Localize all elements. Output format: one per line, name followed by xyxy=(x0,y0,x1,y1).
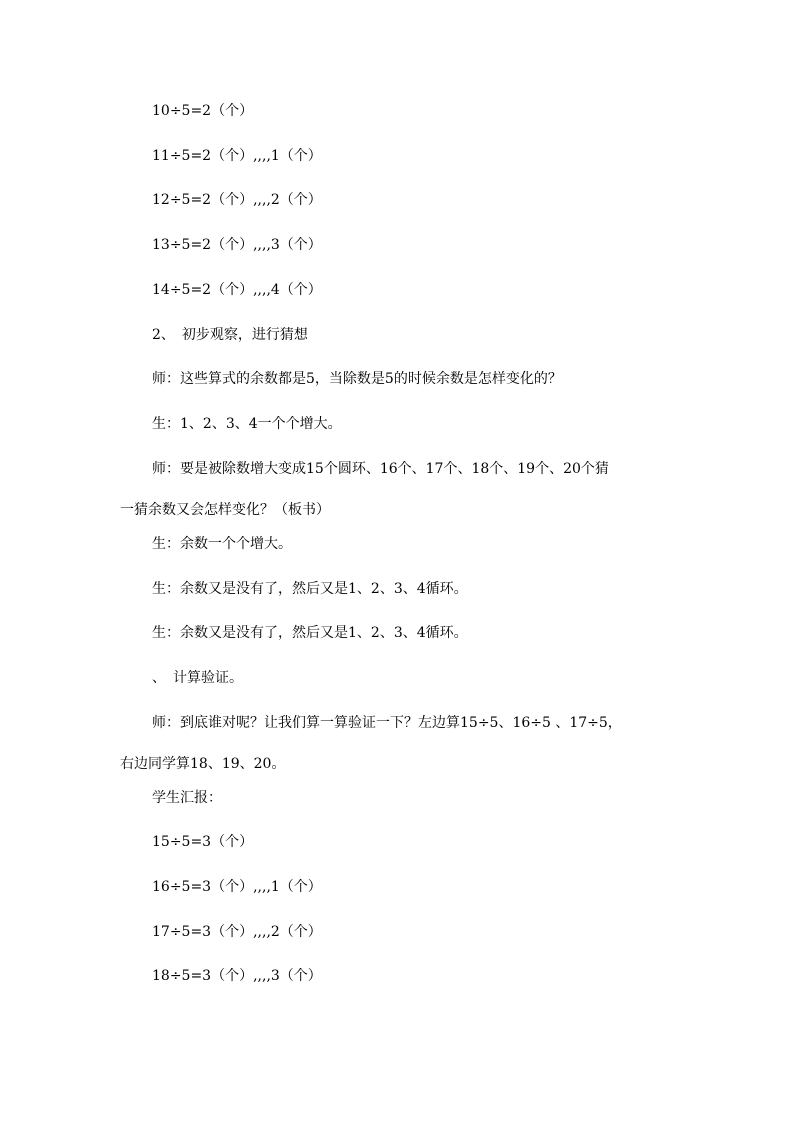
teacher-question-verify-line2: 右边同学算18、19、20。 xyxy=(120,756,286,772)
teacher-question-guess-line2: 一猜余数又会怎样变化？（板书） xyxy=(120,502,330,518)
teacher-question-remainder: 师：这些算式的余数都是5，当除数是5的时候余数是怎样变化的？ xyxy=(152,371,562,387)
equation-14-div-5: 14÷5=2（个）,,,,4（个） xyxy=(152,282,322,298)
teacher-question-guess xyxy=(120,460,676,519)
equation-15-div-5: 15÷5=3（个） xyxy=(152,834,254,850)
teacher-question-verify-line1: 师：到底谁对呢？让我们算一算验证一下？左边算15÷5、16÷5 、17÷5， xyxy=(152,715,622,731)
section-heading-verify: 、 计算验证。 xyxy=(152,670,243,686)
student-answer-increase: 生：1、2、3、4一个个增大。 xyxy=(152,416,342,432)
section-heading-observe: 2、 初步观察，进行猜想 xyxy=(152,327,308,343)
equation-18-div-5: 18÷5=3（个）,,,,3（个） xyxy=(152,968,322,984)
equation-10-div-5: 10÷5=2（个） xyxy=(152,103,254,119)
equation-12-div-5: 12÷5=2（个）,,,,2（个） xyxy=(152,192,322,208)
student-answer-cycle-1: 生：余数又是没有了，然后又是1、2、3、4循环。 xyxy=(152,581,468,597)
equation-16-div-5: 16÷5=3（个）,,,,1（个） xyxy=(152,879,322,895)
teacher-question-guess-line1: 师：要是被除数增大变成15个圆环、16个、17个、18个、19个、20个猜 xyxy=(152,461,609,477)
student-answer-cycle-2: 生：余数又是没有了，然后又是1、2、3、4循环。 xyxy=(152,625,468,641)
equation-17-div-5: 17÷5=3（个）,,,,2（个） xyxy=(152,924,322,940)
student-report-label: 学生汇报： xyxy=(152,790,222,806)
teacher-question-verify xyxy=(120,714,676,773)
student-answer-grow: 生：余数一个个增大。 xyxy=(152,536,292,552)
equation-11-div-5: 11÷5=2（个）,,,,1（个） xyxy=(152,148,322,164)
equation-13-div-5: 13÷5=2（个）,,,,3（个） xyxy=(152,237,322,253)
